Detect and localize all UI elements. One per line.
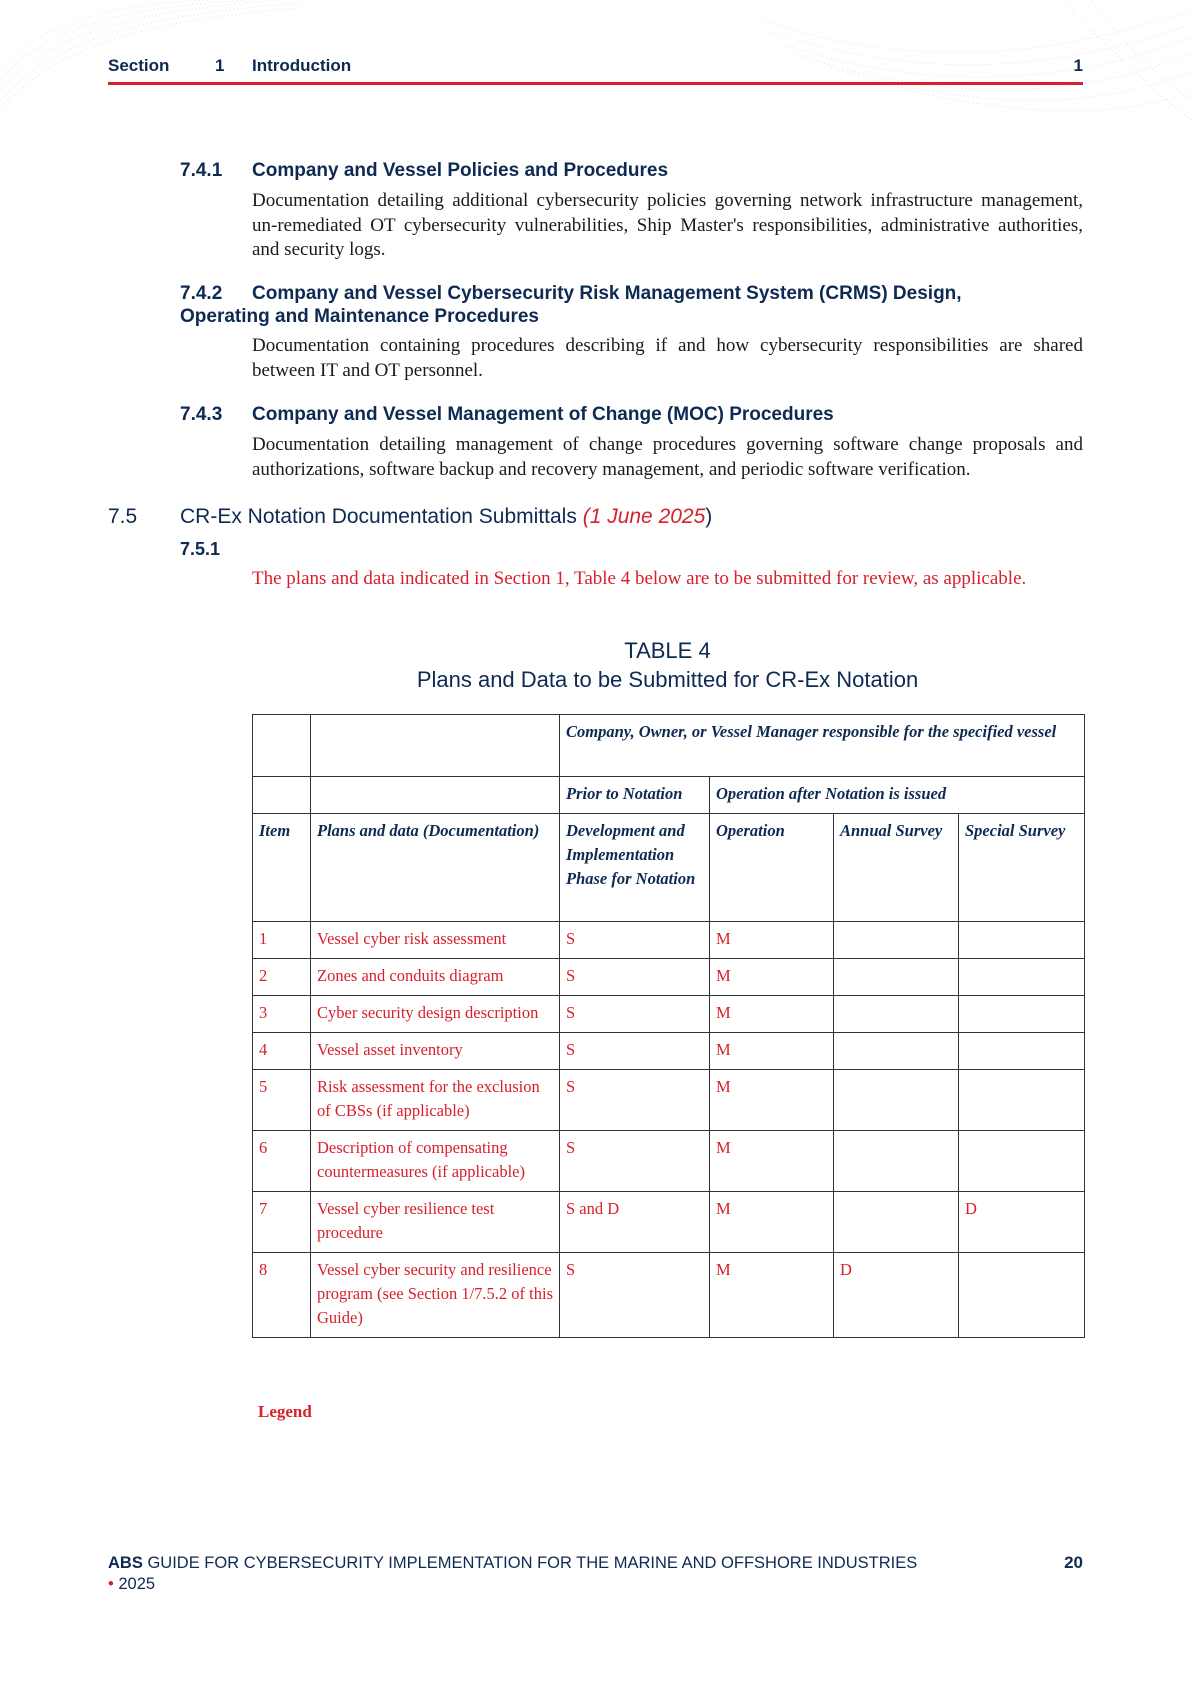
footer-title: GUIDE FOR CYBERSECURITY IMPLEMENTATION FOR THE MARINE AND OFFSHORE INDUSTRIES [147, 1554, 918, 1572]
section-7-5-number: 7.5 [108, 505, 138, 528]
section-7-5-1-body: The plans and data indicated in Section 1, Table 4 below are to be submitted for review, as applicable. [252, 568, 1027, 589]
table-row [253, 1253, 1085, 1338]
table-col-development: Development and Implementation Phase for Notation [560, 814, 710, 922]
table-cell-plans: Risk assessment for the exclusion of CBSs (if applicable) [311, 1070, 560, 1131]
table-row [253, 922, 1085, 959]
table-row [253, 1131, 1085, 1192]
table-cell-operation: M [710, 1131, 834, 1192]
table-cell-special-survey: D [959, 1192, 1085, 1253]
table-row [253, 1033, 1085, 1070]
table-col-annual-survey: Annual Survey [834, 814, 959, 922]
table-cell-plans: Zones and conduits diagram [311, 959, 560, 996]
table-header-after: Operation after Notation is issued [710, 777, 1085, 814]
footer-year: 2025 [118, 1575, 156, 1593]
section-7-4-1-number: 7.4.1 [180, 160, 223, 181]
table-cell-annual-survey [834, 922, 959, 959]
table-cell-annual-survey [834, 959, 959, 996]
section-7-5-1-number: 7.5.1 [180, 539, 221, 559]
section-7-4-2-number: 7.4.2 [180, 283, 223, 304]
table-cell-item: 6 [253, 1131, 311, 1192]
table-col-item: Item [253, 814, 311, 922]
table-4-caption-title: Plans and Data to be Submitted for CR-Ex Notation [416, 667, 919, 692]
table-cell-item: 2 [253, 959, 311, 996]
table-cell-development: S [560, 922, 710, 959]
table-cell-annual-survey [834, 1131, 959, 1192]
page-footer [108, 1553, 1008, 1595]
table-row [253, 996, 1085, 1033]
table-cell-item: 1 [253, 922, 311, 959]
header-section-number: 1 [215, 56, 225, 75]
section-7-4-2-title-line2: Operating and Maintenance Procedures [180, 306, 539, 327]
table-row [253, 1192, 1085, 1253]
running-header [108, 56, 1083, 76]
table-header-row-phase [253, 777, 1085, 814]
table-cell-plans: Description of compensating countermeasures (if applicable) [311, 1131, 560, 1192]
table-cell-special-survey [959, 1253, 1085, 1338]
table-cell-operation: M [710, 922, 834, 959]
table-cell-annual-survey [834, 996, 959, 1033]
section-7-4-3-title: Company and Vessel Management of Change (MOC) Procedures [252, 404, 834, 425]
table-header-row-columns [253, 814, 1085, 922]
table-header-empty-cell [253, 777, 311, 814]
table-cell-special-survey [959, 996, 1085, 1033]
table-cell-development: S [560, 996, 710, 1033]
table-cell-special-survey [959, 1131, 1085, 1192]
table-cell-development: S [560, 1253, 710, 1338]
table-cell-plans: Vessel cyber security and resilience program (see Section 1/7.5.2 of this Guide) [311, 1253, 560, 1338]
section-7-4-2-title-line1: Company and Vessel Cybersecurity Risk Management System (CRMS) Design, [252, 283, 962, 304]
section-7-4-1-title: Company and Vessel Policies and Procedures [252, 160, 669, 181]
table-cell-special-survey [959, 959, 1085, 996]
plans-and-data-table [252, 714, 1085, 1338]
table-cell-annual-survey [834, 1070, 959, 1131]
table-cell-plans: Vessel asset inventory [311, 1033, 560, 1070]
table-cell-development: S [560, 1131, 710, 1192]
table-cell-special-survey [959, 1070, 1085, 1131]
date-open-paren: ( [582, 505, 590, 528]
table-header-empty-cell [253, 715, 311, 777]
section-7-5-date [583, 505, 713, 528]
table-cell-development: S [560, 1070, 710, 1131]
table-header-row-group [253, 715, 1085, 777]
date-text: 1 June 2025 [589, 505, 706, 528]
table-4-caption-label: TABLE 4 [624, 638, 711, 663]
footer-bullet: • [108, 1575, 114, 1593]
table-cell-special-survey [959, 922, 1085, 959]
section-7-4-1-body: Documentation detailing additional cybersecurity policies governing network infrastructure management, un-remediated OT cybersecurity vulnerabilities, Ship Master's responsibilities, administrative authorities, and security logs. [252, 190, 1083, 260]
table-cell-development: S [560, 1033, 710, 1070]
table-col-plans: Plans and data (Documentation) [311, 814, 560, 922]
section-7-5-heading [180, 505, 712, 529]
table-cell-operation: M [710, 1253, 834, 1338]
date-close-paren: ) [705, 505, 713, 528]
table-cell-item: 7 [253, 1192, 311, 1253]
table-cell-operation: M [710, 1033, 834, 1070]
table-cell-plans: Cyber security design description [311, 996, 560, 1033]
table-header-empty-cell [311, 715, 560, 777]
table-cell-operation: M [710, 1192, 834, 1253]
table-group-header: Company, Owner, or Vessel Manager responsible for the specified vessel [560, 715, 1085, 777]
footer-page-number: 20 [1064, 1553, 1083, 1572]
table-row [253, 959, 1085, 996]
table-cell-development: S [560, 959, 710, 996]
table-cell-item: 4 [253, 1033, 311, 1070]
table-col-operation: Operation [710, 814, 834, 922]
header-page-ref: 1 [1073, 56, 1083, 75]
header-section-title: Introduction [252, 56, 352, 75]
table-cell-development: S and D [560, 1192, 710, 1253]
table-cell-annual-survey [834, 1192, 959, 1253]
table-cell-operation: M [710, 959, 834, 996]
table-row [253, 1070, 1085, 1131]
table-cell-item: 3 [253, 996, 311, 1033]
table-cell-operation: M [710, 1070, 834, 1131]
table-cell-operation: M [710, 996, 834, 1033]
table-cell-item: 8 [253, 1253, 311, 1338]
table-cell-plans: Vessel cyber risk assessment [311, 922, 560, 959]
section-7-4-3-body: Documentation detailing management of change procedures governing software change proposals and authorizations, software backup and recovery management, and periodic software verification. [252, 434, 1083, 480]
table-header-prior: Prior to Notation [560, 777, 710, 814]
section-7-4-3-number: 7.4.3 [180, 404, 223, 425]
header-section-label: Section [108, 56, 170, 75]
footer-brand: ABS [108, 1554, 143, 1572]
section-7-5-title: CR-Ex Notation Documentation Submittals [180, 505, 577, 528]
header-divider [108, 82, 1083, 85]
table-legend-label: Legend [258, 1402, 312, 1421]
table-cell-plans: Vessel cyber resilience test procedure [311, 1192, 560, 1253]
table-cell-special-survey [959, 1033, 1085, 1070]
table-header-empty-cell [311, 777, 560, 814]
section-7-4-2-body: Documentation containing procedures describing if and how cybersecurity responsibilities are shared between IT and OT personnel. [252, 335, 1083, 381]
table-col-special-survey: Special Survey [959, 814, 1085, 922]
table-cell-annual-survey [834, 1033, 959, 1070]
table-cell-annual-survey: D [834, 1253, 959, 1338]
table-cell-item: 5 [253, 1070, 311, 1131]
